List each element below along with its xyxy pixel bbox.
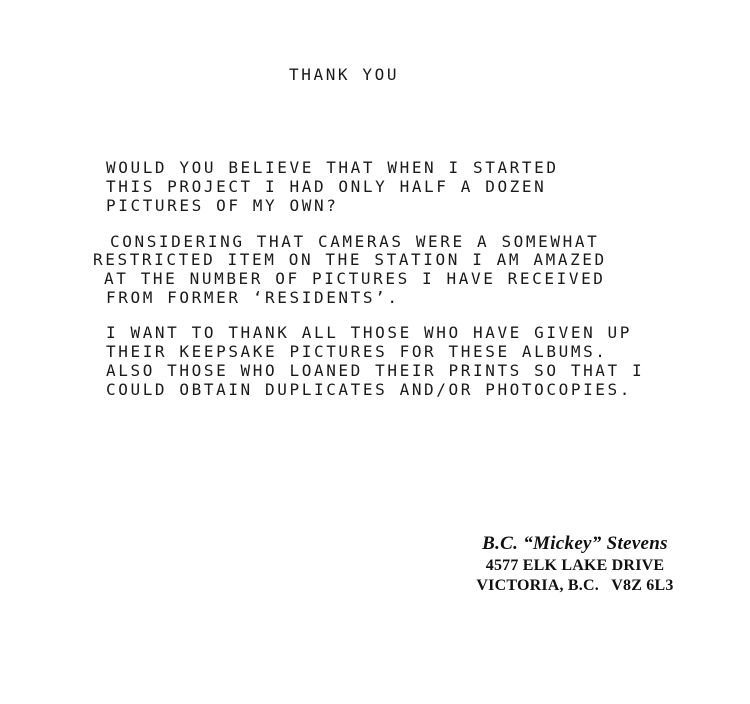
paragraph-2-line: RESTRICTED ITEM ON THE STATION I AM AMAZED [93,250,607,269]
paragraph-1-line: THIS PROJECT I HAD ONLY HALF A DOZEN [106,177,547,196]
address-line-2: VICTORIA, B.C. V8Z 6L3 [476,577,674,594]
paragraph-3-line: I WANT TO THANK ALL THOSE WHO HAVE GIVEN UP [106,323,633,342]
paragraph-2-line: FROM FORMER ‘RESIDENTS’. [106,288,400,307]
document-title: THANK YOU [289,65,400,84]
paragraph-1-line: WOULD YOU BELIEVE THAT WHEN I STARTED [106,158,559,177]
paragraph-2-line: AT THE NUMBER OF PICTURES I HAVE RECEIVED [104,269,606,288]
signature-name: B.C. “Mickey” Stevens [482,533,668,554]
paragraph-2-line: CONSIDERING THAT CAMERAS WERE A SOMEWHAT [110,232,600,251]
paragraph-1-line: PICTURES OF MY OWN? [106,196,339,215]
paragraph-3-line: ALSO THOSE WHO LOANED THEIR PRINTS SO THAT I [106,361,645,380]
paragraph-3-line: THEIR KEEPSAKE PICTURES FOR THESE ALBUMS. [106,342,608,361]
paragraph-3-line: COULD OBTAIN DUPLICATES AND/OR PHOTOCOPIES. [106,380,633,399]
signature-block [470,532,680,596]
address-line-1: 4577 ELK LAKE DRIVE [485,557,665,574]
